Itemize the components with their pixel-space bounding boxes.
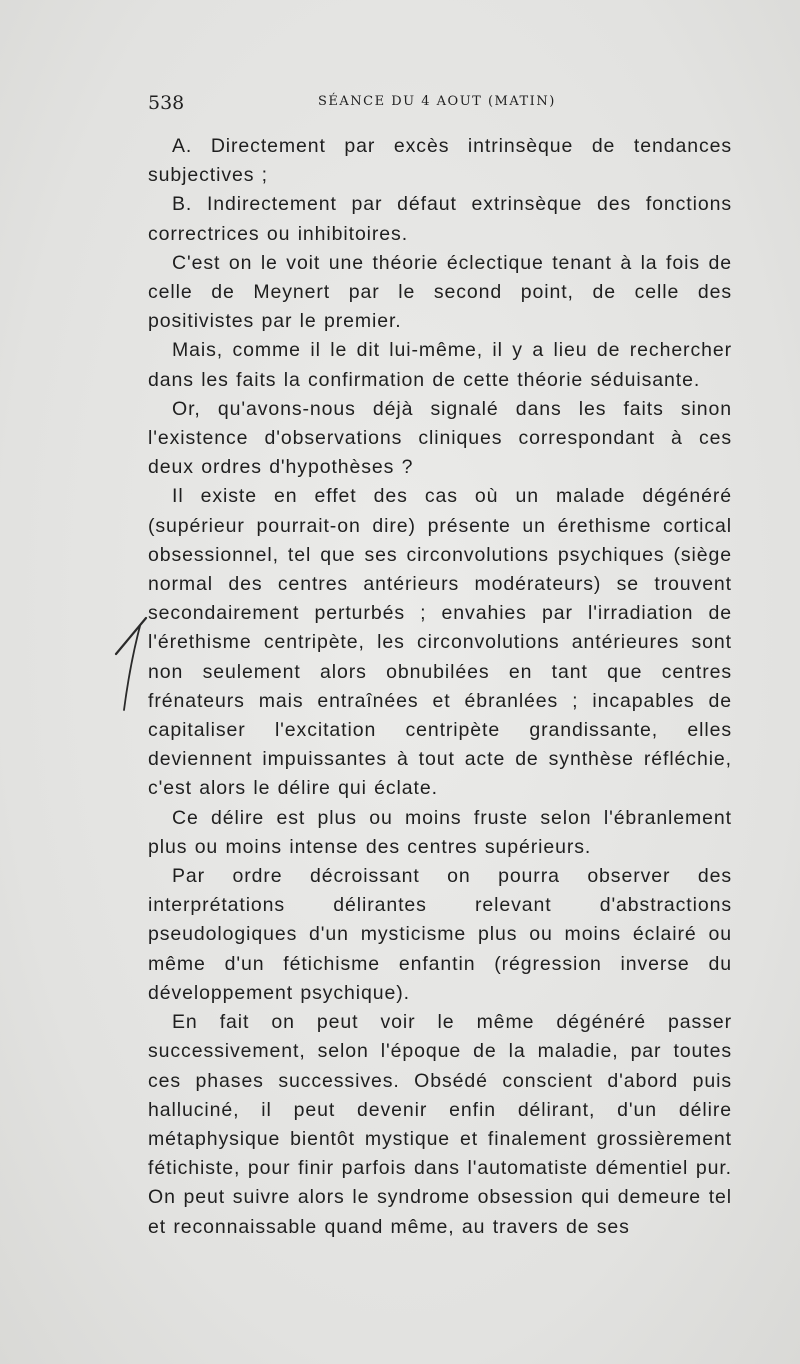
paragraph-a: A. Directement par excès intrinsèque de tendances subjectives ; — [148, 135, 732, 187]
paragraph: C'est on le voit une théorie éclectique tenant à la fois de celle de Meynert par le second point, de celle des positivistes par le premier. — [148, 251, 732, 333]
paragraph: Ce délire est plus ou moins fruste selon l'ébranlement plus ou moins intense des centres supérieurs. — [148, 806, 732, 858]
paragraph: Or, qu'avons-nous déjà signalé dans les faits sinon l'existence d'observations cliniques correspondant à ces deux ordres d'hypothèses ? — [148, 397, 732, 479]
handwritten-margin-mark-icon — [110, 614, 150, 714]
body-text — [148, 132, 732, 1242]
paragraph: Par ordre décroissant on pourra observer des interprétations délirantes relevant d'abstractions pseudologiques d'un mysticisme plus ou moins éclairé ou même d'un fétichisme enfantin (régression inverse du développement psychique). — [148, 865, 732, 1004]
paragraph: Mais, comme il le dit lui-même, il y a lieu de rechercher dans les faits la confirmation de cette théorie séduisante. — [148, 339, 732, 391]
page-number: 538 — [148, 92, 185, 114]
paragraph: En fait on peut voir le même dégénéré passer successivement, selon l'époque de la maladie, par toutes ces phases successives. Obsédé conscient d'abord puis halluciné, il peut devenir enfin délirant, d'un délire métaphysique bientôt mystique et finalement grossièrement fétichiste, pour finir parfois dans l'automatiste démentiel pur. On peut suivre alors le syndrome obsession qui demeure tel et reconnaissable quand même, au travers de ses — [148, 1011, 732, 1238]
running-head: SÉANCE DU 4 AOUT (MATIN) — [318, 94, 556, 109]
paragraph-b: B. Indirectement par défaut extrinsèque des fonctions correctrices ou inhibitoires. — [148, 193, 732, 245]
paragraph: Il existe en effet des cas où un malade dégénéré (supérieur pourrait-on dire) présente un érethisme cortical obsessionnel, tel que ses circonvolutions psychiques (siège normal des centres antérieurs modérateurs) se trouvent secondairement perturbés ; envahies par l'irradiation de l'érethisme centripète, les circonvolutions antérieures sont non seulement alors obnubilées en tant que centres frénateurs mais entraînées et ébranlées ; incapables de capitaliser l'excitation centripète grandissante, elles deviennent impuissantes à tout acte de synthèse réfléchie, c'est alors le délire qui éclate. — [148, 485, 732, 800]
page-header — [148, 92, 728, 122]
